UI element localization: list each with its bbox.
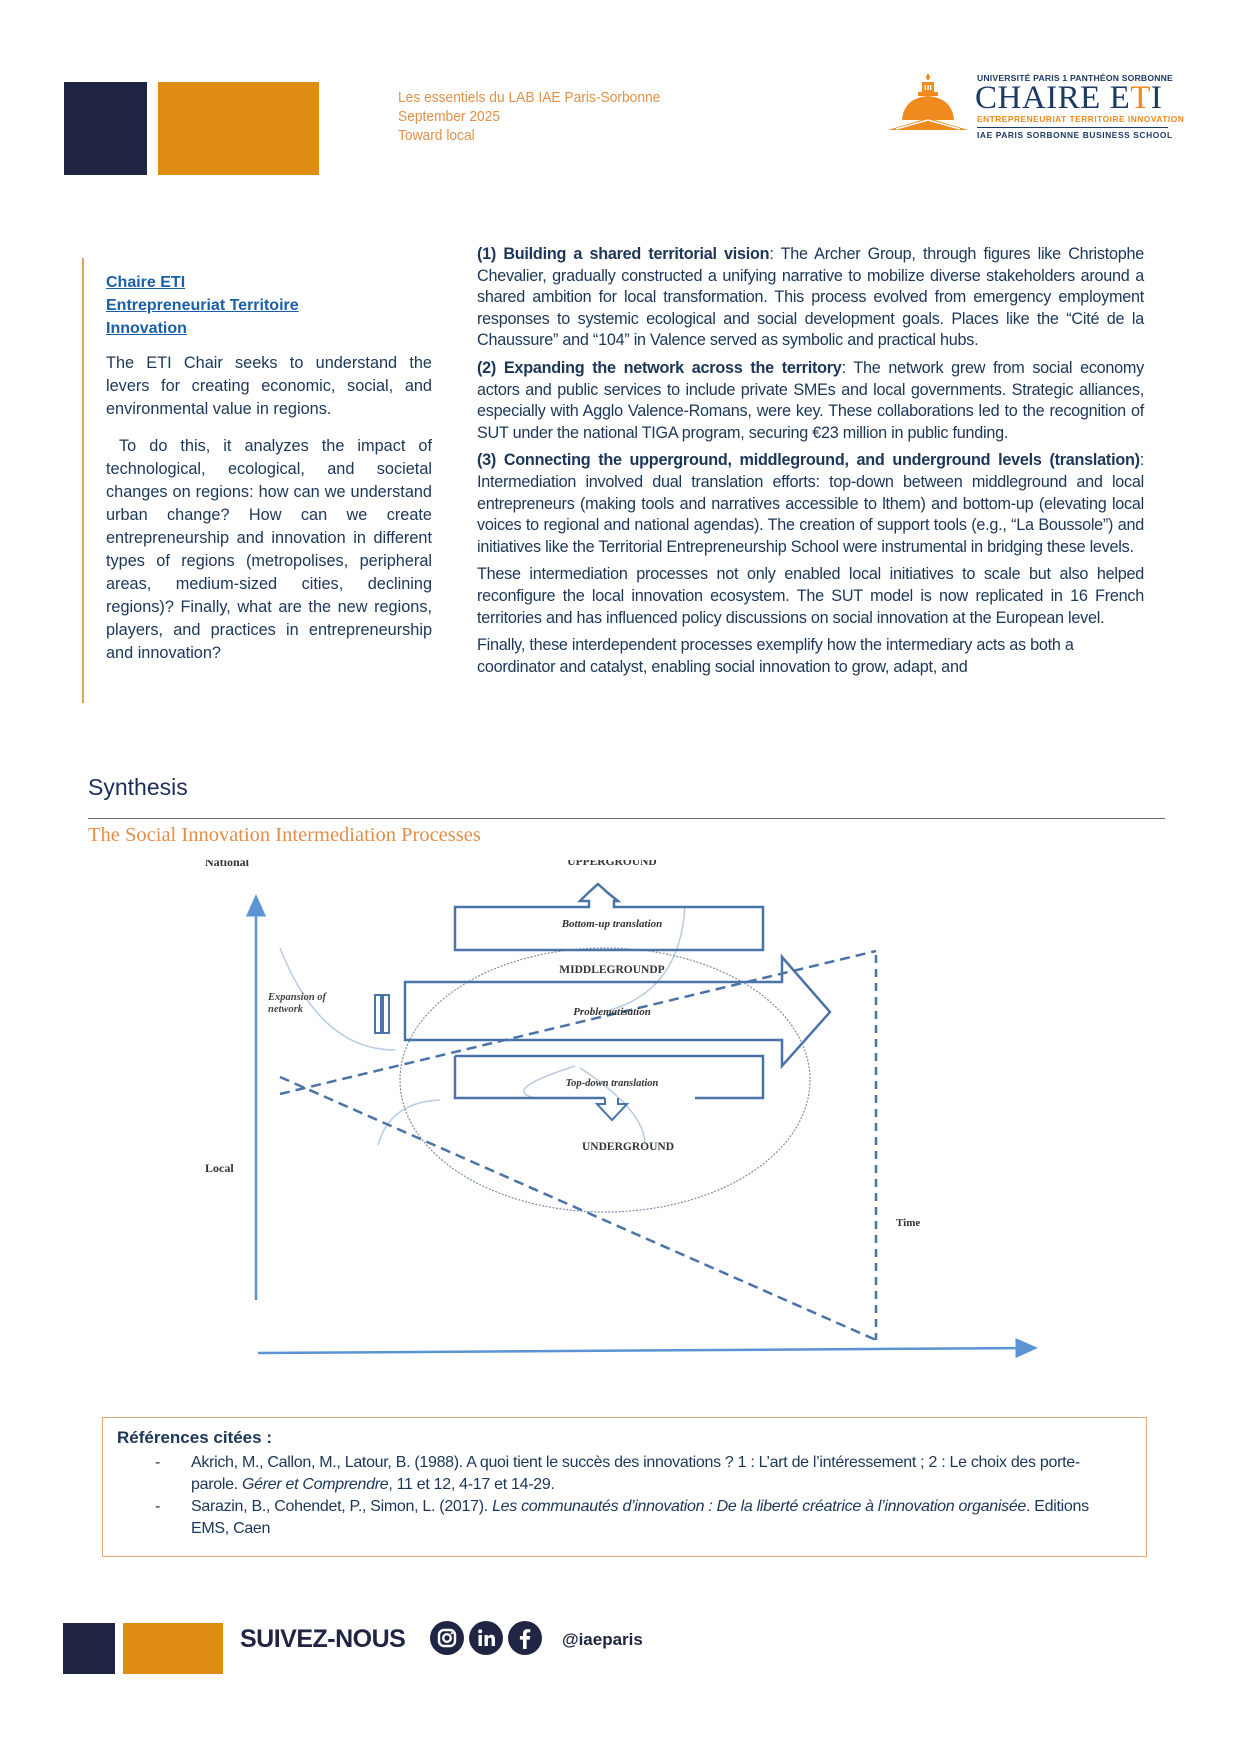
reference-details: . Editions EMS, Caen xyxy=(191,1498,1089,1537)
references-box xyxy=(102,1417,1147,1557)
bottom-up-box xyxy=(455,884,763,950)
bottom-up-label: Bottom-up translation xyxy=(561,918,663,930)
logo-divider xyxy=(977,127,1168,128)
header-meta xyxy=(398,88,683,145)
footer-orange-block xyxy=(123,1623,223,1674)
reference-text: Sarazin, B., Cohendet, P., Simon, L. (2017). xyxy=(191,1498,493,1515)
chair-description: The ETI Chair seeks to understand the levers for creating economic, social, and environmental value in regions. xyxy=(106,354,432,418)
bullet-dash: - xyxy=(155,1498,161,1515)
linkedin-icon[interactable] xyxy=(469,1621,503,1655)
y-axis-top-label: National xyxy=(205,860,250,869)
section-1-body: : The Archer Group, through figures like Christophe Chevalier, gradually constructed a unifying narrative to mobilize diverse stakeholders around a shared ambition for local transformation. This process evolved from emergency employment responses to systemic ecological and social development goals. Places like the “Cité de la Chaussure” and “104” in Valence served as symbolic and practical hubs. xyxy=(477,245,1144,350)
chair-link-line-2[interactable]: Entrepreneuriat Territoire xyxy=(106,297,299,314)
impact-paragraph: These intermediation processes not only enabled local initiatives to scale but also helped reconfigure the local innovation ecosystem. The SUT model is now replicated in 16 French territories and has influenced policy discussions on social innovation at the European level. xyxy=(477,565,1144,627)
header-navy-block xyxy=(64,82,147,175)
instagram-icon[interactable] xyxy=(430,1621,464,1655)
references-heading: Références citées : xyxy=(117,1428,272,1447)
synthesis-heading: Synthesis xyxy=(88,774,188,800)
logo-title-main: CHAIRE E xyxy=(975,80,1131,116)
problematisation-label: Problematisation xyxy=(573,1006,651,1018)
diagram-canvas xyxy=(200,860,1060,1370)
section-2 xyxy=(477,358,1144,444)
logo-university: UNIVERSITÉ PARIS 1 PANTHÉON SORBONNE xyxy=(977,73,1173,83)
logo-title-end: I xyxy=(1150,80,1163,116)
y-axis-bottom-label: Local xyxy=(205,1161,234,1175)
section-divider xyxy=(88,818,1165,819)
publication-date: September 2025 xyxy=(398,108,501,125)
top-down-label: Top-down translation xyxy=(565,1078,659,1089)
main-text xyxy=(477,244,1144,684)
facebook-icon[interactable] xyxy=(508,1621,542,1655)
section-1-heading: (1) Building a shared territorial vision xyxy=(477,245,770,263)
logo-title xyxy=(975,80,1162,116)
chair-link-line-3[interactable]: Innovation xyxy=(106,320,187,337)
social-handle[interactable]: @iaeparis xyxy=(562,1630,643,1649)
pantheon-dome-icon xyxy=(886,74,970,136)
chaire-eti-logo xyxy=(886,70,1185,146)
chair-sidebar xyxy=(82,258,434,703)
expansion-label-1: Expansion of xyxy=(268,992,327,1003)
conclusion-paragraph: Finally, these interdependent processes exemplify how the intermediary acts as both a coordinator and catalyst, enabling social innovation to grow, adapt, and xyxy=(477,636,1074,676)
expansion-label-2: network xyxy=(268,1004,304,1015)
references-list xyxy=(103,1452,1146,1540)
figure-title: The Social Innovation Intermediation Processes xyxy=(88,824,481,846)
logo-title-accent: T xyxy=(1130,80,1151,116)
x-axis xyxy=(258,1348,1028,1353)
section-3-body: : Intermediation involved dual translation efforts: top-down between middleground and local entrepreneurs (making tools and narratives accessible to lthem) and bottom-up (elevating local voices to regional and national agendas). The creation of support tools (e.g., “La Boussole”) and initiatives like the Territorial Entrepreneurship School were instrumental in bridging these levels. xyxy=(477,451,1144,556)
underground-label: UNDERGROUND xyxy=(582,1141,674,1153)
x-axis-label: Time xyxy=(896,1217,921,1229)
top-down-box xyxy=(455,1056,763,1098)
footer-navy-block xyxy=(63,1623,115,1674)
reference-item xyxy=(103,1496,1146,1540)
logo-school: IAE PARIS SORBONNE BUSINESS SCHOOL xyxy=(977,130,1173,140)
section-2-heading: (2) Expanding the network across the territory xyxy=(477,358,842,377)
chair-link[interactable] xyxy=(106,271,432,340)
reference-item xyxy=(103,1452,1146,1496)
chair-research-questions: To do this, it analyzes the impact of technological, ecological, and societal changes on regions: how can we understand urban change? How can we create entrepreneurship and innovation in different types of regions (metropolises, peripheral areas, medium-sized cities, declining regions)? Finally, what are the new regions, players, and practices in entrepreneurship and innovation? xyxy=(106,437,432,662)
reference-details: , 11 et 12, 4-17 et 14-29. xyxy=(388,1476,555,1493)
publication-topic: Toward local xyxy=(398,127,475,144)
follow-us-label: SUIVEZ-NOUS xyxy=(240,1625,406,1653)
intermediation-diagram xyxy=(200,860,1060,1370)
middleground-label: MIDDLEGROUNDP xyxy=(559,964,665,976)
reference-book-title: Les communautés d’innovation : De la liberté créatrice à l’innovation organisée xyxy=(492,1498,1027,1515)
section-2-body: : The network grew from social economy actors and public services to include private SMEs and local governments. Strategic alliances, especially with Agglo Valence-Romans, were key. These collaborations led to the recognition of SUT under the national TIGA program, securing €23 million in public funding. xyxy=(477,358,1145,442)
section-1 xyxy=(477,244,1144,352)
logo-subtitle: ENTREPRENEURIAT TERRITOIRE INNOVATION xyxy=(977,114,1185,124)
bullet-dash: - xyxy=(155,1454,161,1471)
upperground-label: UPPERGROUND xyxy=(567,860,657,868)
chair-link-line-1[interactable]: Chaire ETI xyxy=(106,274,186,291)
publication-name: Les essentiels du LAB IAE Paris-Sorbonne xyxy=(398,89,661,106)
reference-journal: Gérer et Comprendre xyxy=(241,1476,389,1493)
header-orange-block xyxy=(158,82,319,175)
reference-text: Akrich, M., Callon, M., Latour, B. (1988). A quoi tient le succès des innovations ? 1 : L’art de l’intéressement ; 2 : Le choix des porte-parole. xyxy=(191,1454,1080,1493)
section-3 xyxy=(477,450,1144,558)
section-3-heading: (3) Connecting the upperground, middleground, and underground levels (translation) xyxy=(477,451,1140,470)
